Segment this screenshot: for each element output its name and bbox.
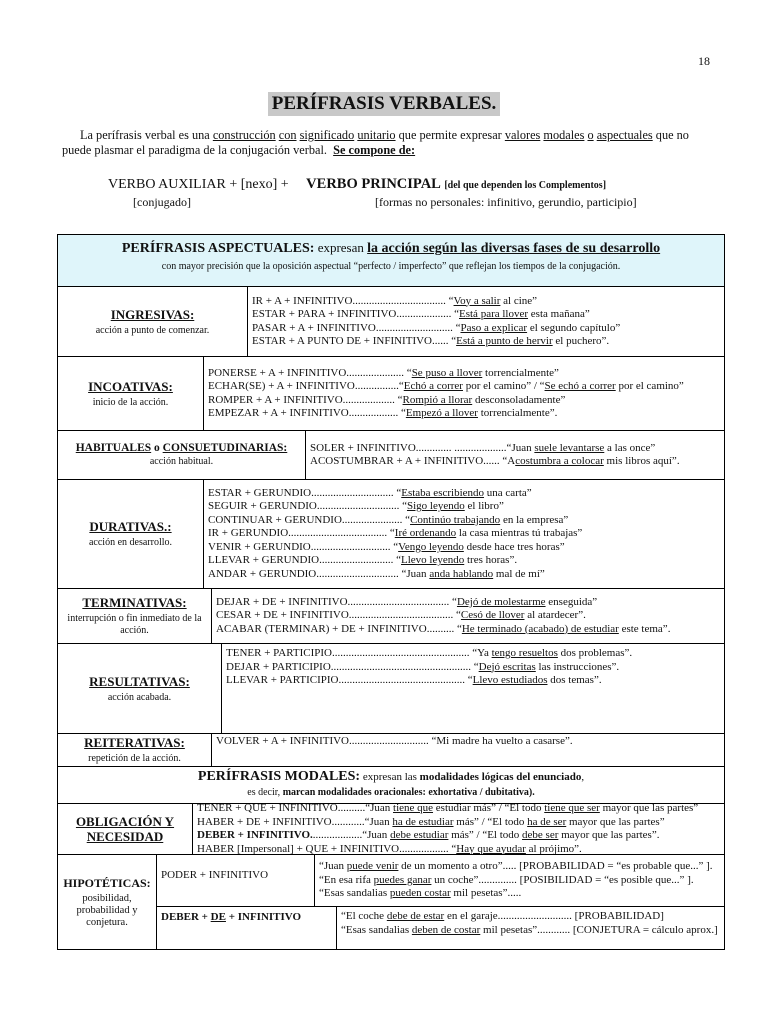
- ingresivas-row: [57, 286, 725, 357]
- resultativas-examples: [222, 644, 724, 733]
- example-line: SEGUIR + GERUNDIO.............................. “Sigo leyendo el libro”: [208, 500, 504, 513]
- example-line: VENIR + GERUNDIO............................. “Vengo leyendo desde hace tres horas”: [208, 540, 565, 553]
- durativas-category: DURATIVAS.: acción en desarrollo.: [58, 480, 204, 588]
- example-line: PASAR + A + INFINITIVO............................ “Paso a explicar el segundo capítulo”: [252, 321, 621, 334]
- formula-principal-note: [del que dependen los Complementos]: [444, 180, 607, 191]
- formula-sub-principal: [formas no personales: infinitivo, gerundio, participio]: [375, 195, 637, 209]
- incoativas-category: INCOATIVAS: inicio de la acción.: [58, 357, 204, 430]
- habituales-row: [57, 430, 725, 480]
- hipoteticas-row: [57, 854, 725, 950]
- example-line: VOLVER + A + INFINITIVO............................. “Mi madre ha vuelto a casarse”.: [216, 735, 573, 747]
- example-line: ACABAR (TERMINAR) + DE + INFINITIVO.......... “He terminado (acabado) de estudiar este tema”.: [216, 622, 671, 635]
- poder-examples: [315, 855, 724, 906]
- example-line: “Juan puede venir de un momento a otro”..... [PROBABILIDAD = “es probable que...” ].: [319, 860, 713, 873]
- terminativas-category: TERMINATIVAS: interrupción o fin inmediato de la acción.: [58, 589, 212, 643]
- reiterativas-row: [57, 733, 725, 767]
- ingresivas-examples: [248, 287, 724, 356]
- habituales-examples: [306, 431, 724, 479]
- example-line: TENER + PARTICIPIO.................................................. “Ya tengo resueltos dos problemas”.: [226, 647, 633, 659]
- example-line: LLEVAR + GERUNDIO........................... “Llevo leyendo tres horas”.: [208, 554, 518, 567]
- formula-principal: VERBO PRINCIPAL: [306, 176, 441, 192]
- example-line: SOLER + INFINITIVO............. ...................“Juan suele levantarse a las once”: [310, 441, 656, 454]
- durativas-row: [57, 479, 725, 589]
- example-line: EMPEZAR + A + INFINITIVO.................. “Empezó a llover torrencialmente”.: [208, 407, 558, 419]
- page-number: 18: [698, 54, 710, 68]
- hipoteticas-category: HIPOTÉTICAS: posibilidad, probabilidad y conjetura.: [58, 855, 157, 949]
- example-line: ESTAR + PARA + INFINITIVO.................... “Está para llover esta mañana”: [252, 308, 590, 320]
- example-line: IR + GERUNDIO.................................... “Iré ordenando la casa mientras tú trabajas”: [208, 527, 583, 540]
- compone-label: Se compone de:: [333, 143, 416, 157]
- formula-aux: VERBO AUXILIAR + [nexo] +: [108, 177, 289, 192]
- incoativas-examples: [204, 357, 724, 430]
- formula-sub-aux: [conjugado]: [133, 195, 191, 209]
- deber-row: [157, 907, 724, 949]
- terminativas-row: [57, 588, 725, 644]
- resultativas-row: [57, 643, 725, 734]
- example-line: DEJAR + DE + INFINITIVO..................................... “Dejó de molestarme enseguida”: [216, 595, 598, 608]
- aspectuales-header: PERÍFRASIS ASPECTUALES: expresan la acción según las diversas fases de su desarrollo con mayor precisión que la oposición aspectual “perfecto / imperfecto” que reflejan los tiempos de la conjugación.: [57, 234, 725, 287]
- poder-label: PODER + INFINITIVO: [157, 855, 315, 906]
- example-line: ECHAR(SE) + A + INFINITIVO................“Echó a correr por el camino” / “Se echó a correr por el camino”: [208, 380, 684, 392]
- example-line: CESAR + DE + INFINITIVO...................................... “Cesó de llover al atardecer”.: [216, 609, 586, 622]
- example-line: “El coche debe de estar en el garaje........................... [PROBABILIDAD]: [341, 910, 664, 922]
- example-line: ANDAR + GERUNDIO.............................. “Juan anda hablando mal de mí”: [208, 567, 545, 580]
- example-line: “En esa rifa puedes ganar un coche”.............. [POSIBILIDAD = “es posible que...” ].: [319, 873, 694, 886]
- poder-row: [157, 855, 724, 907]
- example-line: IR + A + INFINITIVO.................................. “Voy a salir al cine”: [252, 294, 538, 307]
- durativas-examples: [204, 480, 724, 588]
- example-line: DEBER + INFINITIVO...................“Juan debe estudiar más” / “El todo debe ser mayor que las partes”.: [197, 829, 660, 841]
- example-line: ACOSTUMBRAR + A + INFINITIVO...... “Acostumbra a colocar mis libros aquí”.: [310, 455, 680, 467]
- example-line: LLEVAR + PARTICIPIO.............................................. “Llevo estudiados dos temas”.: [226, 674, 602, 686]
- formula: [108, 176, 606, 193]
- ingresivas-category: INGRESIVAS: acción a punto de comenzar.: [58, 287, 248, 356]
- intro-paragraph: La perífrasis verbal es una construcción con significado unitario que permite expresar valores modales o aspectuales que no puede plasmar el paradigma de la conjugación verbal. Se compone de:: [62, 128, 689, 157]
- example-line: HABER [Impersonal] + QUE + INFINITIVO.................. “Hay que ayudar al prójimo”.: [197, 842, 582, 855]
- page-title: PERÍFRASIS VERBALES.: [268, 92, 501, 116]
- deber-examples: [337, 907, 724, 949]
- example-line: CONTINUAR + GERUNDIO...................... “Continúo trabajando en la empresa”: [208, 513, 569, 526]
- reiterativas-category: REITERATIVAS: repetición de la acción.: [58, 734, 212, 766]
- deber-label: DEBER + DE + INFINITIVO: [157, 907, 337, 949]
- habituales-category: HABITUALES o CONSUETUDINARIAS: acción habitual.: [58, 431, 306, 479]
- reiterativas-examples: [212, 734, 724, 766]
- example-line: TENER + QUE + INFINITIVO..........“Juan tiene que estudiar más” / “El todo tiene que ser mayor que las partes”: [197, 802, 699, 814]
- title-wrap: [0, 92, 768, 116]
- obligacion-category: OBLIGACIÓN Y NECESIDAD: [58, 804, 193, 854]
- obligacion-row: [57, 803, 725, 855]
- example-line: “Esas sandalias pueden costar mil pesetas”.....: [319, 887, 522, 900]
- modales-header: PERÍFRASIS MODALES: expresan las modalidades lógicas del enunciado, es decir, marcan modalidades oracionales: exhortativa / dubitativa).: [57, 766, 725, 804]
- example-line: ROMPER + A + INFINITIVO................... “Rompió a llorar desconsoladamente”: [208, 393, 566, 406]
- incoativas-row: [57, 356, 725, 431]
- terminativas-examples: [212, 589, 724, 643]
- resultativas-category: RESULTATIVAS: acción acabada.: [58, 644, 222, 733]
- example-line: ESTAR + GERUNDIO.............................. “Estaba escribiendo una carta”: [208, 486, 532, 499]
- example-line: ESTAR + A PUNTO DE + INFINITIVO...... “Está a punto de hervir el puchero”.: [252, 335, 610, 347]
- example-line: DEJAR + PARTICIPIO................................................... “Dejó escritas las instrucciones”.: [226, 660, 620, 673]
- obligacion-examples: [193, 804, 724, 854]
- example-line: HABER + DE + INFINITIVO............“Juan ha de estudiar más” / “El todo ha de ser mayor que las partes”: [197, 815, 665, 828]
- example-line: PONERSE + A + INFINITIVO..................... “Se puso a llover torrencialmente”: [208, 366, 559, 379]
- example-line: “Esas sandalias deben de costar mil pesetas”............ [CONJETURA = cálculo aprox.]: [341, 923, 718, 936]
